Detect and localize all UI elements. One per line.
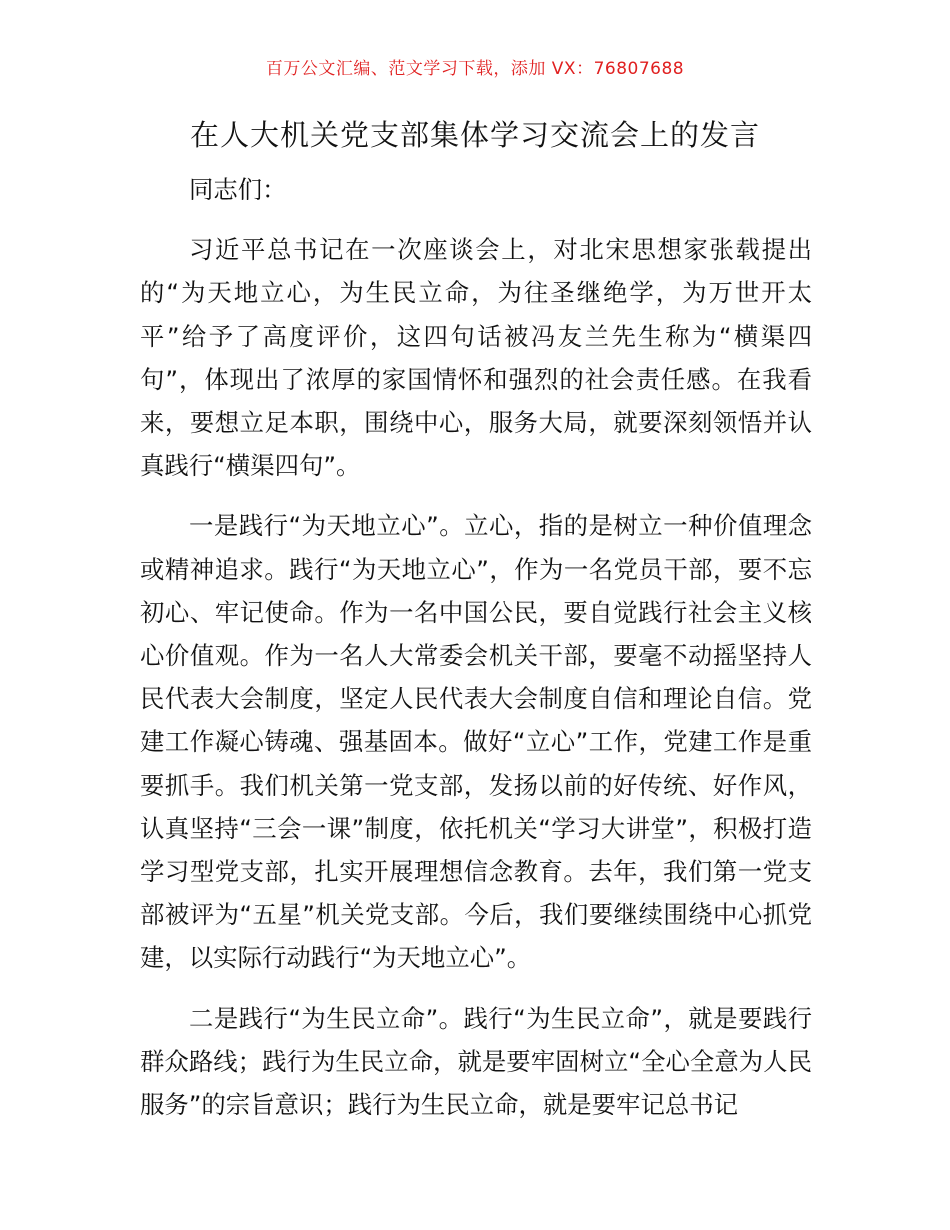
document-body: [140, 168, 812, 1126]
paragraph-point-two: 二是践行“为生民立命”。践行“为生民立命”，就是要践行群众路线；践行为生民立命，就是要牢固树立“全心全意为人民服务”的宗旨意识；践行为生民立命，就是要牢记总书记: [140, 1003, 812, 1120]
paragraph-point-one: 一是践行“为天地立心”。立心，指的是树立一种价值理念或精神追求。践行“为天地立心”，作为一名党员干部，要不忘初心、牢记使命。作为一名中国公民，要自觉践行社会主义核心价值观。作为一名人大常委会机关干部，要毫不动摇坚持人民代表大会制度，坚定人民代表大会制度自信和理论自信。党建工作凝心铸魂、强基固本。做好“立心”工作，党建工作是重要抓手。我们机关第一党支部，发扬以前的好传统、好作风，认真坚持“三会一课”制度，依托机关“学习大讲堂”，积极打造学习型党支部，扎实开展理想信念教育。去年，我们第一党支部被评为“五星”机关党支部。今后，我们要继续围绕中心抓党建，以实际行动践行“为天地立心”。: [140, 511, 812, 973]
greeting: 同志们：: [189, 175, 287, 204]
paragraph-intro: 习近平总书记在一次座谈会上，对北宋思想家张载提出的“为天地立心，为生民立命，为往圣继绝学，为万世开太平”给予了高度评价，这四句话被冯友兰先生称为“横渠四句”，体现出了浓厚的家国情怀和强烈的社会责任感。在我看来，要想立足本职，围绕中心，服务大局，就要深刻领悟并认真践行“横渠四句”。: [140, 235, 812, 481]
watermark-header: 百万公文汇编、范文学习下载，添加 VX：76807688: [265, 59, 685, 79]
document-title: 在人大机关党支部集体学习交流会上的发言: [189, 118, 760, 152]
